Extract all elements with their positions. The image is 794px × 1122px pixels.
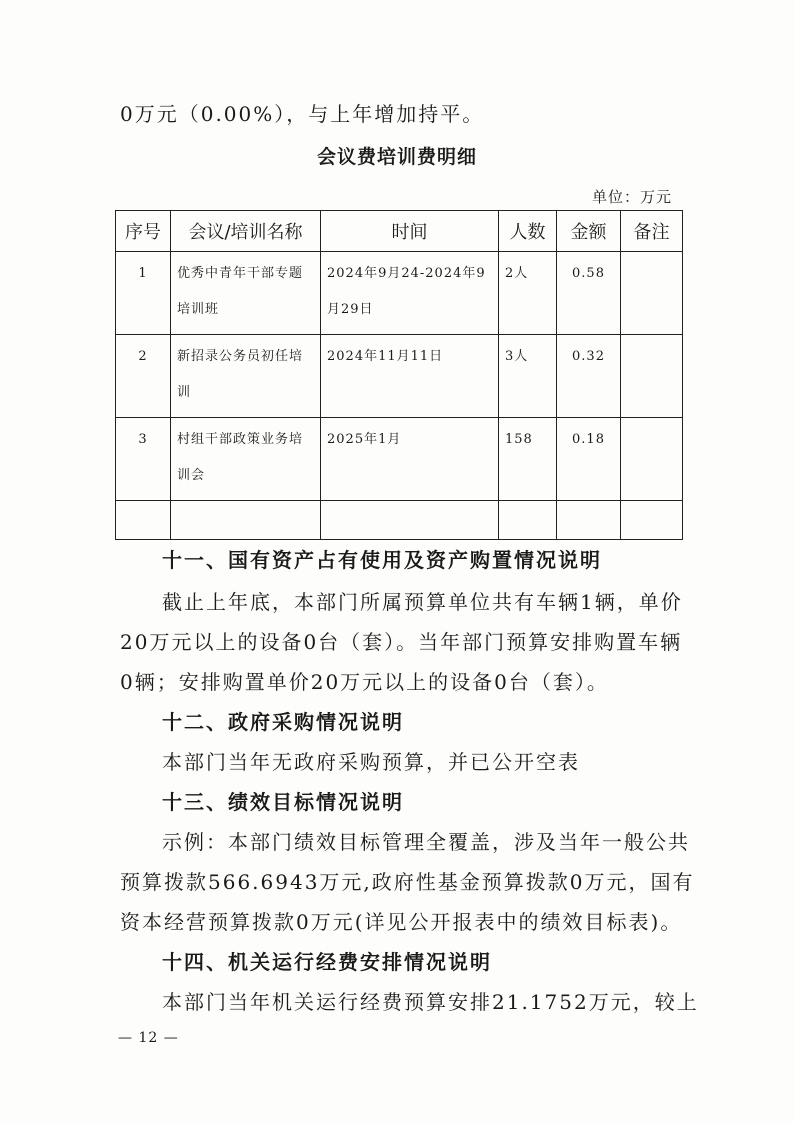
cell-no: 2 — [116, 335, 171, 418]
cell-empty — [116, 501, 171, 540]
table-row — [116, 418, 683, 501]
cell-time: 2024年9月24-2024年9月29日 — [321, 252, 499, 335]
cell-note — [621, 418, 683, 501]
unit-label: 单位：万元 — [591, 188, 672, 206]
table-row — [116, 252, 683, 335]
header-note: 备注 — [621, 211, 683, 252]
cell-time: 2024年11月11日 — [321, 335, 499, 418]
cell-people: 158 — [499, 418, 557, 501]
cell-empty — [557, 501, 621, 540]
cell-name: 村组干部政策业务培训会 — [171, 418, 321, 501]
cell-amount: 0.58 — [557, 252, 621, 335]
table-row — [116, 335, 683, 418]
cell-empty — [321, 501, 499, 540]
cell-no: 3 — [116, 418, 171, 501]
header-time: 时间 — [321, 211, 499, 252]
meeting-training-fee-table — [115, 210, 683, 540]
cell-note — [621, 252, 683, 335]
cell-note — [621, 335, 683, 418]
section-11-paragraph-line: 0辆；安排购置单价20万元以上的设备0台（套）。 — [120, 670, 609, 694]
section-13-paragraph-line: 资本经营预算拨款0万元(详见公开报表中的绩效目标表)。 — [120, 910, 683, 934]
section-14-heading: 十四、机关运行经费安排情况说明 — [162, 950, 492, 974]
cell-amount: 0.32 — [557, 335, 621, 418]
table-header-row — [116, 211, 683, 252]
cell-no: 1 — [116, 252, 171, 335]
top-text-line: 0万元（0.00%），与上年增加持平。 — [120, 102, 485, 126]
cell-time: 2025年1月 — [321, 418, 499, 501]
cell-people: 3人 — [499, 335, 557, 418]
cell-name: 优秀中青年干部专题培训班 — [171, 252, 321, 335]
section-12-paragraph-line: 本部门当年无政府采购预算，并已公开空表 — [162, 750, 580, 774]
section-13-paragraph-line: 示例：本部门绩效目标管理全覆盖，涉及当年一般公共 — [162, 830, 690, 854]
cell-name: 新招录公务员初任培训 — [171, 335, 321, 418]
section-12-heading: 十二、政府采购情况说明 — [162, 710, 404, 734]
cell-empty — [621, 501, 683, 540]
section-11-paragraph-line: 20万元以上的设备0台（套）。当年部门预算安排购置车辆 — [120, 630, 683, 654]
cell-empty — [171, 501, 321, 540]
header-name: 会议/培训名称 — [171, 211, 321, 252]
table-title: 会议费培训费明细 — [316, 146, 477, 168]
cell-amount: 0.18 — [557, 418, 621, 501]
header-people: 人数 — [499, 211, 557, 252]
section-11-paragraph-line: 截止上年底，本部门所属预算单位共有车辆1辆，单价 — [162, 590, 683, 614]
page-number: — 12 — — [118, 1030, 179, 1046]
section-13-paragraph-line: 预算拨款566.6943万元,政府性基金预算拨款0万元，国有 — [120, 870, 695, 894]
section-11-heading: 十一、国有资产占有使用及资产购置情况说明 — [162, 548, 602, 572]
table-row-empty — [116, 501, 683, 540]
section-14-paragraph-line: 本部门当年机关运行经费预算安排21.1752万元，较上 — [162, 990, 699, 1014]
cell-people: 2人 — [499, 252, 557, 335]
header-no: 序号 — [116, 211, 171, 252]
section-13-heading: 十三、绩效目标情况说明 — [162, 790, 404, 814]
cell-empty — [499, 501, 557, 540]
header-amount: 金额 — [557, 211, 621, 252]
